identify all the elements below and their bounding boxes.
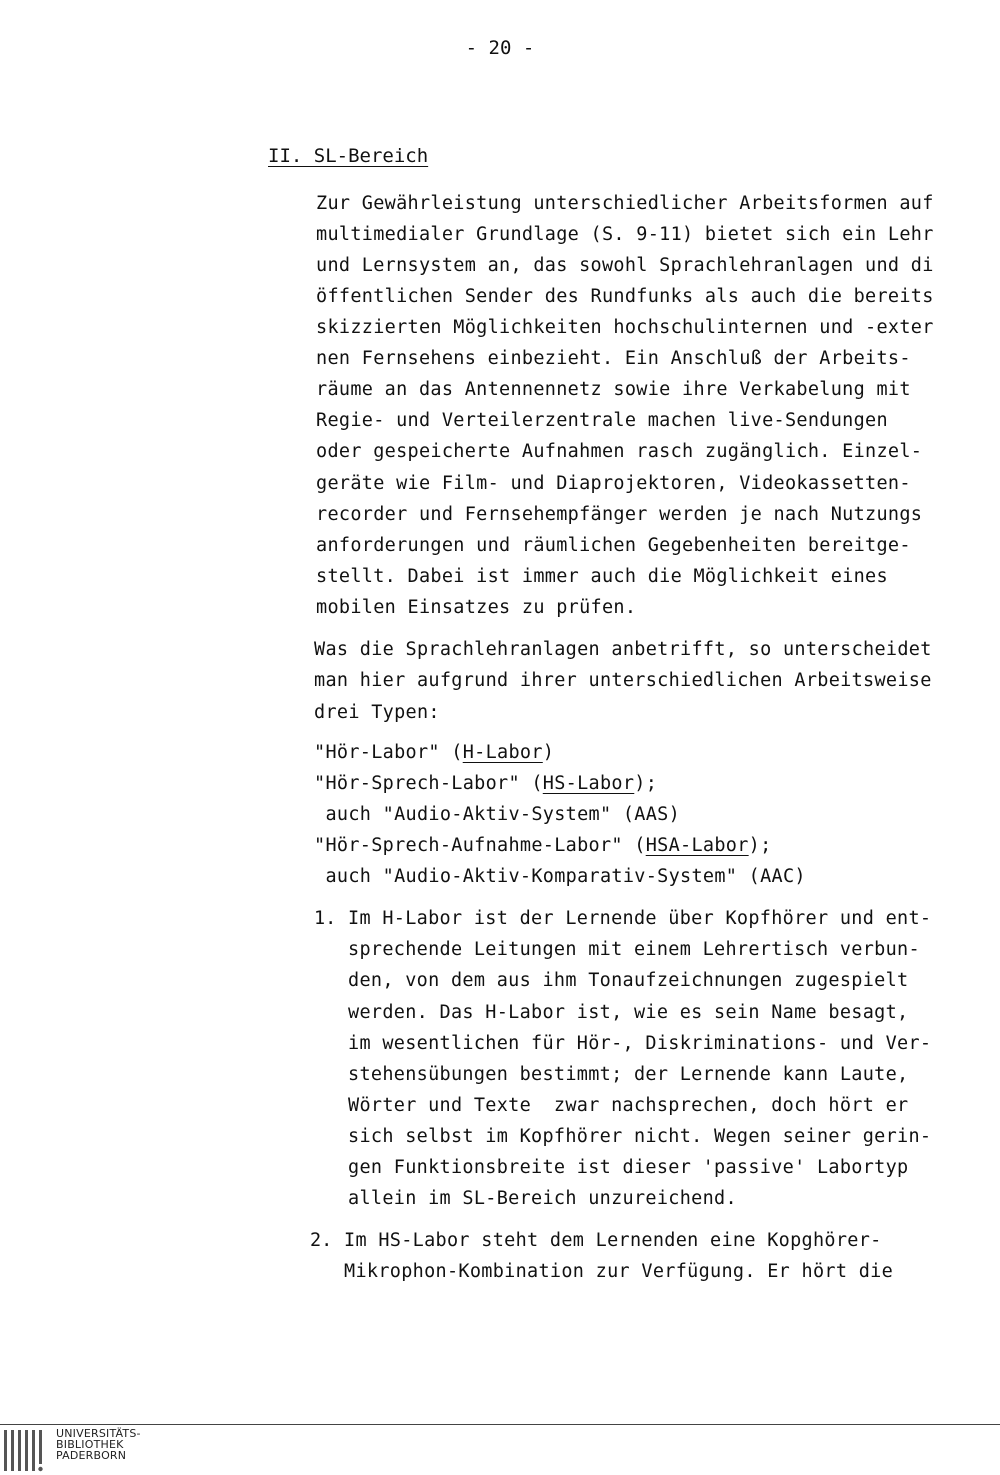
text-line: im wesentlichen für Hör-, Diskriminations- und Ver- (348, 1033, 932, 1054)
lab-type-line: auch "Audio-Aktiv-System" (AAS) (314, 804, 681, 825)
text-line: Regie- und Verteilerzentrale machen live-Sendungen (316, 410, 888, 431)
text-line: räume an das Antennennetz sowie ihre Verkabelung mit (316, 379, 911, 400)
section-heading: II. SL-Bereich (268, 145, 429, 167)
text-line: skizzierten Möglichkeiten hochschulinternen und -exter (316, 317, 934, 338)
text-line: den, von dem aus ihm Tonaufzeichnungen zugespielt (348, 970, 909, 991)
text-line: Zur Gewährleistung unterschiedlicher Arbeitsformen auf (316, 193, 934, 214)
text-line: und Lernsystem an, das sowohl Sprachlehranlagen und di (316, 255, 934, 276)
text-line: multimedialer Grundlage (S. 9-11) bietet sich ein Lehr (316, 224, 934, 245)
library-logo-text (56, 1428, 141, 1461)
text-line: Was die Sprachlehranlagen anbetrifft, so unterscheidet (314, 639, 932, 660)
text-line: anforderungen und räumlichen Gegebenheiten bereitge- (316, 535, 911, 556)
text-line: stehensübungen bestimmt; der Lernende kann Laute, (348, 1064, 909, 1085)
item-number: 2. (310, 1230, 333, 1251)
logo-line: UNIVERSITÄTS- (56, 1427, 141, 1440)
text-line: drei Typen: (314, 702, 440, 723)
text-line: geräte wie Film- und Diaprojektoren, Videokassetten- (316, 473, 911, 494)
text-line: Im H-Labor ist der Lernende über Kopfhörer und ent- (348, 908, 932, 929)
footer-divider (0, 1424, 1000, 1425)
library-logo (2, 1428, 162, 1473)
library-logo-icon (2, 1428, 50, 1473)
text-line: Im HS-Labor steht dem Lernenden eine Kopghörer- (344, 1230, 882, 1251)
logo-line: PADERBORN (56, 1449, 127, 1462)
text-line: öffentlichen Sender des Rundfunks als auch die bereits (316, 286, 934, 307)
text-line: oder gespeicherte Aufnahmen rasch zugänglich. Einzel- (316, 441, 923, 462)
lab-type-line: "Hör-Labor" (H-Labor) (314, 742, 555, 763)
text-line: Wörter und Texte zwar nachsprechen, doch hört er (348, 1095, 909, 1116)
text-line: Mikrophon-Kombination zur Verfügung. Er hört die (344, 1261, 894, 1282)
text-line: mobilen Einsatzes zu prüfen. (316, 597, 637, 618)
text-line: gen Funktionsbreite ist dieser 'passive' Labortyp (348, 1157, 909, 1178)
lab-type-line: "Hör-Sprech-Aufnahme-Labor" (HSA-Labor); (314, 835, 772, 856)
logo-line: BIBLIOTHEK (56, 1438, 124, 1451)
text-line: sich selbst im Kopfhörer nicht. Wegen seiner gerin- (348, 1126, 932, 1147)
text-line: recorder und Fernsehempfänger werden je nach Nutzungs (316, 504, 923, 525)
lab-type-line: auch "Audio-Aktiv-Komparativ-System" (AAC) (314, 866, 806, 887)
text-line: allein im SL-Bereich unzureichend. (348, 1188, 737, 1209)
text-line: werden. Das H-Labor ist, wie es sein Name besagt, (348, 1002, 909, 1023)
text-line: nen Fernsehens einbezieht. Ein Anschluß der Arbeits- (316, 348, 911, 369)
item-number: 1. (314, 908, 337, 929)
text-line: man hier aufgrund ihrer unterschiedlichen Arbeitsweise (314, 670, 932, 691)
page-number: - 20 - (465, 37, 535, 59)
lab-type-line: "Hör-Sprech-Labor" (HS-Labor); (314, 773, 658, 794)
text-line: sprechende Leitungen mit einem Lehrertisch verbun- (348, 939, 920, 960)
text-line: stellt. Dabei ist immer auch die Möglichkeit eines (316, 566, 888, 587)
